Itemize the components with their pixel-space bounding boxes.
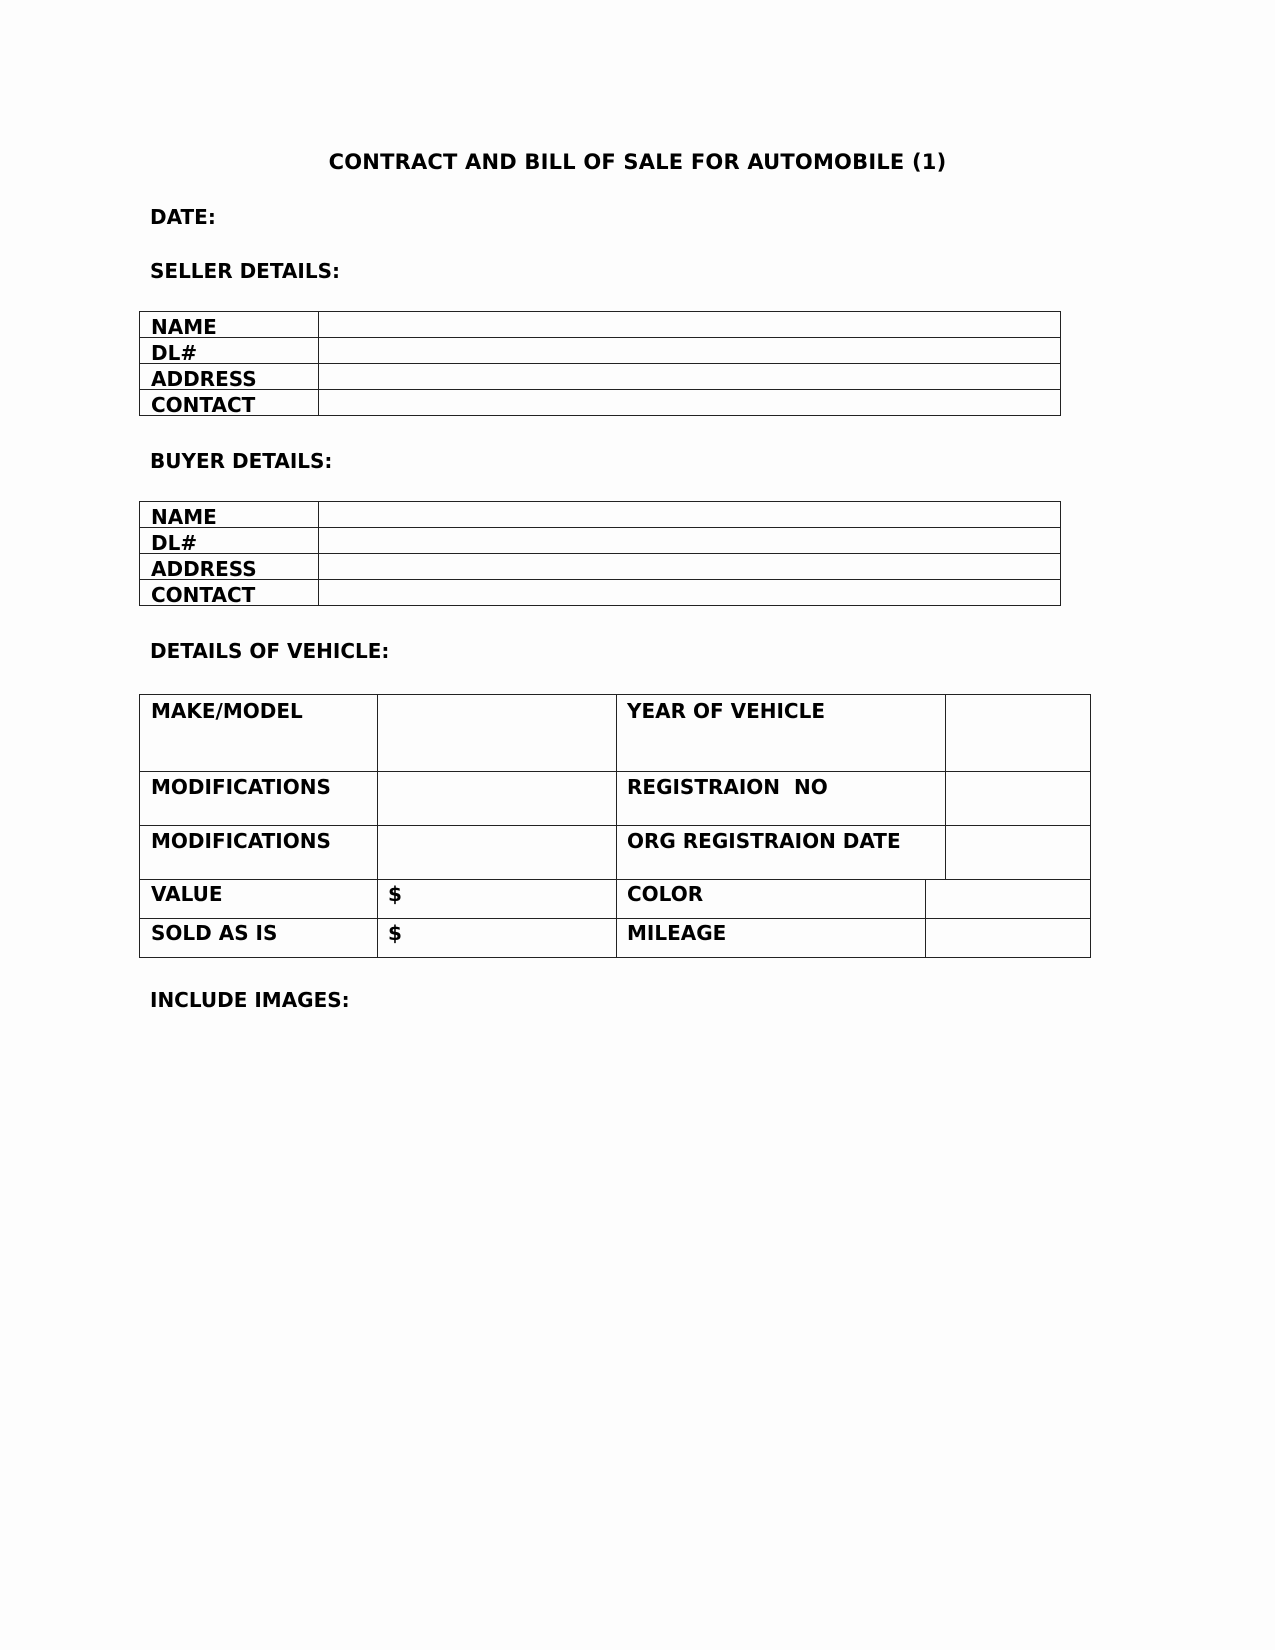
seller-dl-row: [140, 337, 1060, 363]
modifications-field[interactable]: [379, 827, 615, 878]
buyer-name-row: [140, 502, 1060, 527]
buyer-dl-row: [140, 527, 1060, 553]
mileage-field[interactable]: [927, 920, 1089, 956]
buyer-details-heading: BUYER DETAILS:: [150, 449, 333, 473]
seller-name-label: NAME: [140, 312, 319, 337]
buyer-name-label: NAME: [140, 502, 319, 527]
color-label: COLOR: [627, 882, 704, 906]
year-of-vehicle-label: YEAR OF VEHICLE: [627, 699, 826, 723]
include-images-label: INCLUDE IMAGES:: [150, 988, 350, 1012]
value-field[interactable]: $: [388, 882, 402, 906]
buyer-contact-row: [140, 579, 1060, 605]
seller-dl-label: DL#: [140, 338, 319, 363]
date-label: DATE:: [150, 205, 216, 229]
org-registration-date-field[interactable]: [947, 827, 1089, 878]
seller-contact-field[interactable]: [319, 390, 1060, 415]
make-model-label: MAKE/MODEL: [151, 699, 303, 723]
registration-no-field[interactable]: [947, 773, 1089, 824]
buyer-name-field[interactable]: [319, 502, 1060, 527]
table-rule: [925, 879, 926, 957]
seller-details-table: [139, 311, 1061, 416]
seller-dl-field[interactable]: [319, 338, 1060, 363]
seller-contact-label: CONTACT: [140, 390, 319, 415]
table-rule: [377, 695, 378, 957]
document-title: CONTRACT AND BILL OF SALE FOR AUTOMOBILE (1): [328, 150, 947, 174]
registration-no-label: REGISTRAION NO: [627, 775, 828, 799]
seller-address-field[interactable]: [319, 364, 1060, 389]
seller-contact-row: [140, 389, 1060, 415]
table-rule: [945, 695, 946, 879]
buyer-details-table: [139, 501, 1061, 606]
table-rule: [140, 825, 1090, 826]
modifications-label: MODIFICATIONS: [151, 829, 331, 853]
sold-as-is-field[interactable]: $: [388, 921, 402, 945]
org-registration-date-label: ORG REGISTRAION DATE: [627, 829, 901, 853]
vehicle-details-heading: DETAILS OF VEHICLE:: [150, 639, 390, 663]
buyer-contact-label: CONTACT: [140, 580, 319, 605]
value-label: VALUE: [151, 882, 223, 906]
seller-name-row: [140, 312, 1060, 337]
modifications-label: MODIFICATIONS: [151, 775, 331, 799]
buyer-address-row: [140, 553, 1060, 579]
seller-details-heading: SELLER DETAILS:: [150, 259, 340, 283]
table-rule: [140, 771, 1090, 772]
color-field[interactable]: [927, 881, 1089, 917]
table-rule: [140, 918, 1090, 919]
mileage-label: MILEAGE: [627, 921, 727, 945]
table-rule: [616, 695, 617, 957]
vehicle-details-table: [139, 694, 1091, 958]
buyer-dl-field[interactable]: [319, 528, 1060, 553]
buyer-address-label: ADDRESS: [140, 554, 319, 579]
seller-address-row: [140, 363, 1060, 389]
seller-name-field[interactable]: [319, 312, 1060, 337]
buyer-address-field[interactable]: [319, 554, 1060, 579]
buyer-contact-field[interactable]: [319, 580, 1060, 605]
modifications-field[interactable]: [379, 773, 615, 824]
seller-address-label: ADDRESS: [140, 364, 319, 389]
table-rule: [140, 879, 1090, 880]
make-model-field[interactable]: [379, 695, 615, 770]
sold-as-is-label: SOLD AS IS: [151, 921, 278, 945]
buyer-dl-label: DL#: [140, 528, 319, 553]
year-of-vehicle-field[interactable]: [947, 695, 1089, 770]
